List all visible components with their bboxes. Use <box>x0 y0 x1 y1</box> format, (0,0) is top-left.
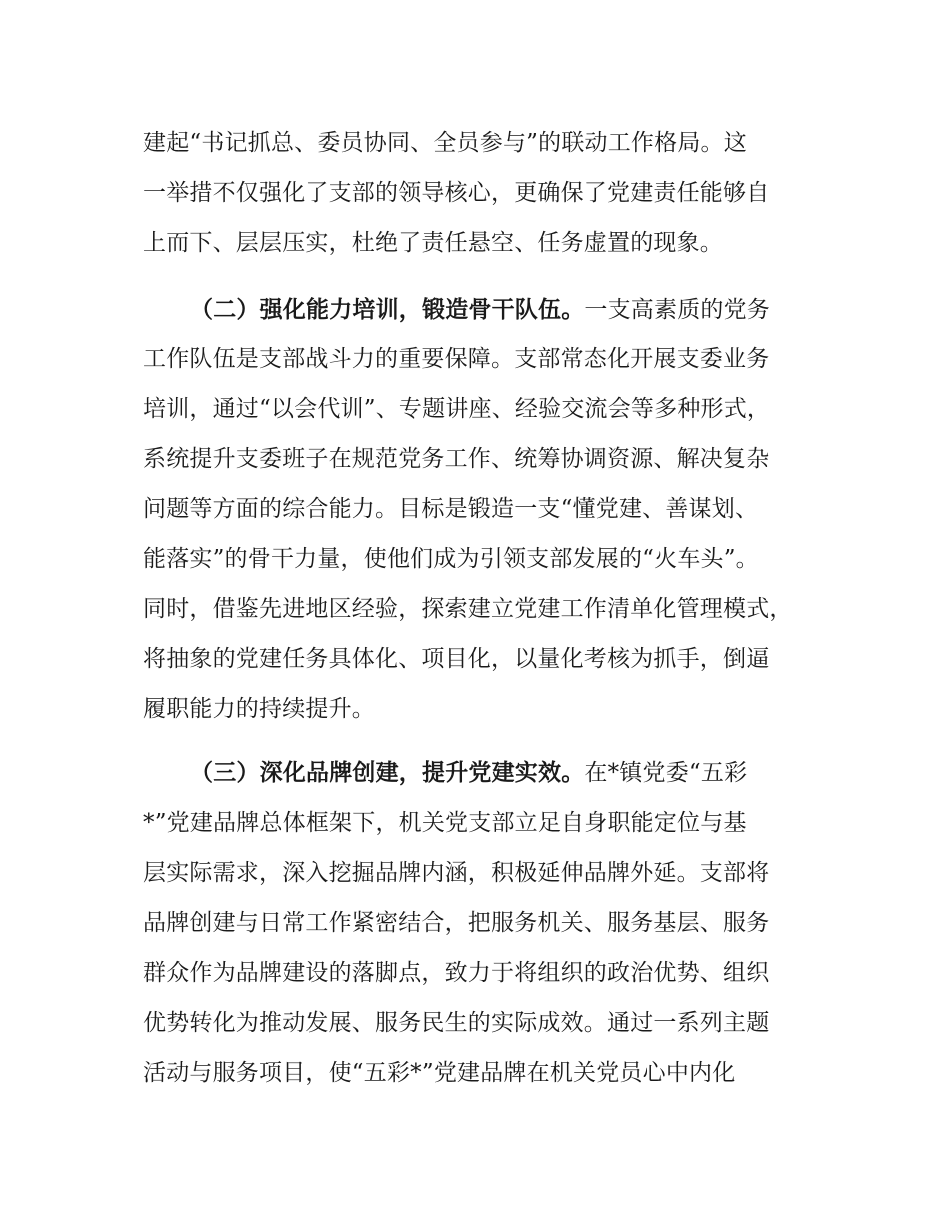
paragraph-line: 一举措不仅强化了支部的领导核心，更确保了党建责任能够自 <box>143 180 770 206</box>
paragraph-text: 在*镇党委“五彩 <box>584 760 748 786</box>
paragraph-line: 优势转化为推动发展、服务民生的实际成效。通过一系列主题 <box>143 1010 770 1036</box>
paragraph-line: 群众作为品牌建设的落脚点，致力于将组织的政治优势、组织 <box>143 960 770 986</box>
section-heading-line <box>190 747 823 799</box>
paragraph-line: 活动与服务项目，使“五彩*”党建品牌在机关党员心中内化 <box>143 1060 736 1086</box>
paragraph-line: 品牌创建与日常工作紧密结合，把服务机关、服务基层、服务 <box>143 910 770 936</box>
paragraph-line: 上而下、层层压实，杜绝了责任悬空、任务虚置的现象。 <box>143 230 723 256</box>
paragraph-text: 一支高素质的党务 <box>584 297 771 323</box>
paragraph-line: 建起“书记抓总、委员协同、全员参与”的联动工作格局。这 <box>143 130 747 156</box>
paragraph-line: 问题等方面的综合能力。目标是锻造一支“懂党建、善谋划、 <box>143 496 759 522</box>
paragraph-line: 系统提升支委班子在规范党务工作、统筹协调资源、解决复杂 <box>143 446 770 472</box>
paragraph-line: 将抽象的党建任务具体化、项目化，以量化考核为抓手，倒逼 <box>143 646 770 672</box>
paragraph-line: 培训，通过“以会代训”、专题讲座、经验交流会等多种形式， <box>143 396 771 422</box>
paragraph-line: 层实际需求，深入挖掘品牌内涵，积极延伸品牌外延。支部将 <box>143 860 770 886</box>
section-heading: （三）深化品牌创建，提升党建实效。 <box>190 760 585 786</box>
section-heading: （二）强化能力培训，锻造骨干队伍。 <box>190 297 585 323</box>
paragraph-line: 工作队伍是支部战斗力的重要保障。支部常态化开展支委业务 <box>143 346 770 372</box>
paragraph-line: 能落实”的骨干力量，使他们成为引领支部发展的“火车头”。 <box>143 546 759 572</box>
section-heading-line <box>190 284 823 336</box>
paragraph-line: 履职能力的持续提升。 <box>143 696 375 722</box>
paragraph-line: 同时，借鉴先进地区经验，探索建立党建工作清单化管理模式， <box>143 596 793 622</box>
paragraph-line: *”党建品牌总体框架下，机关党支部立足自身职能定位与基 <box>143 810 747 836</box>
